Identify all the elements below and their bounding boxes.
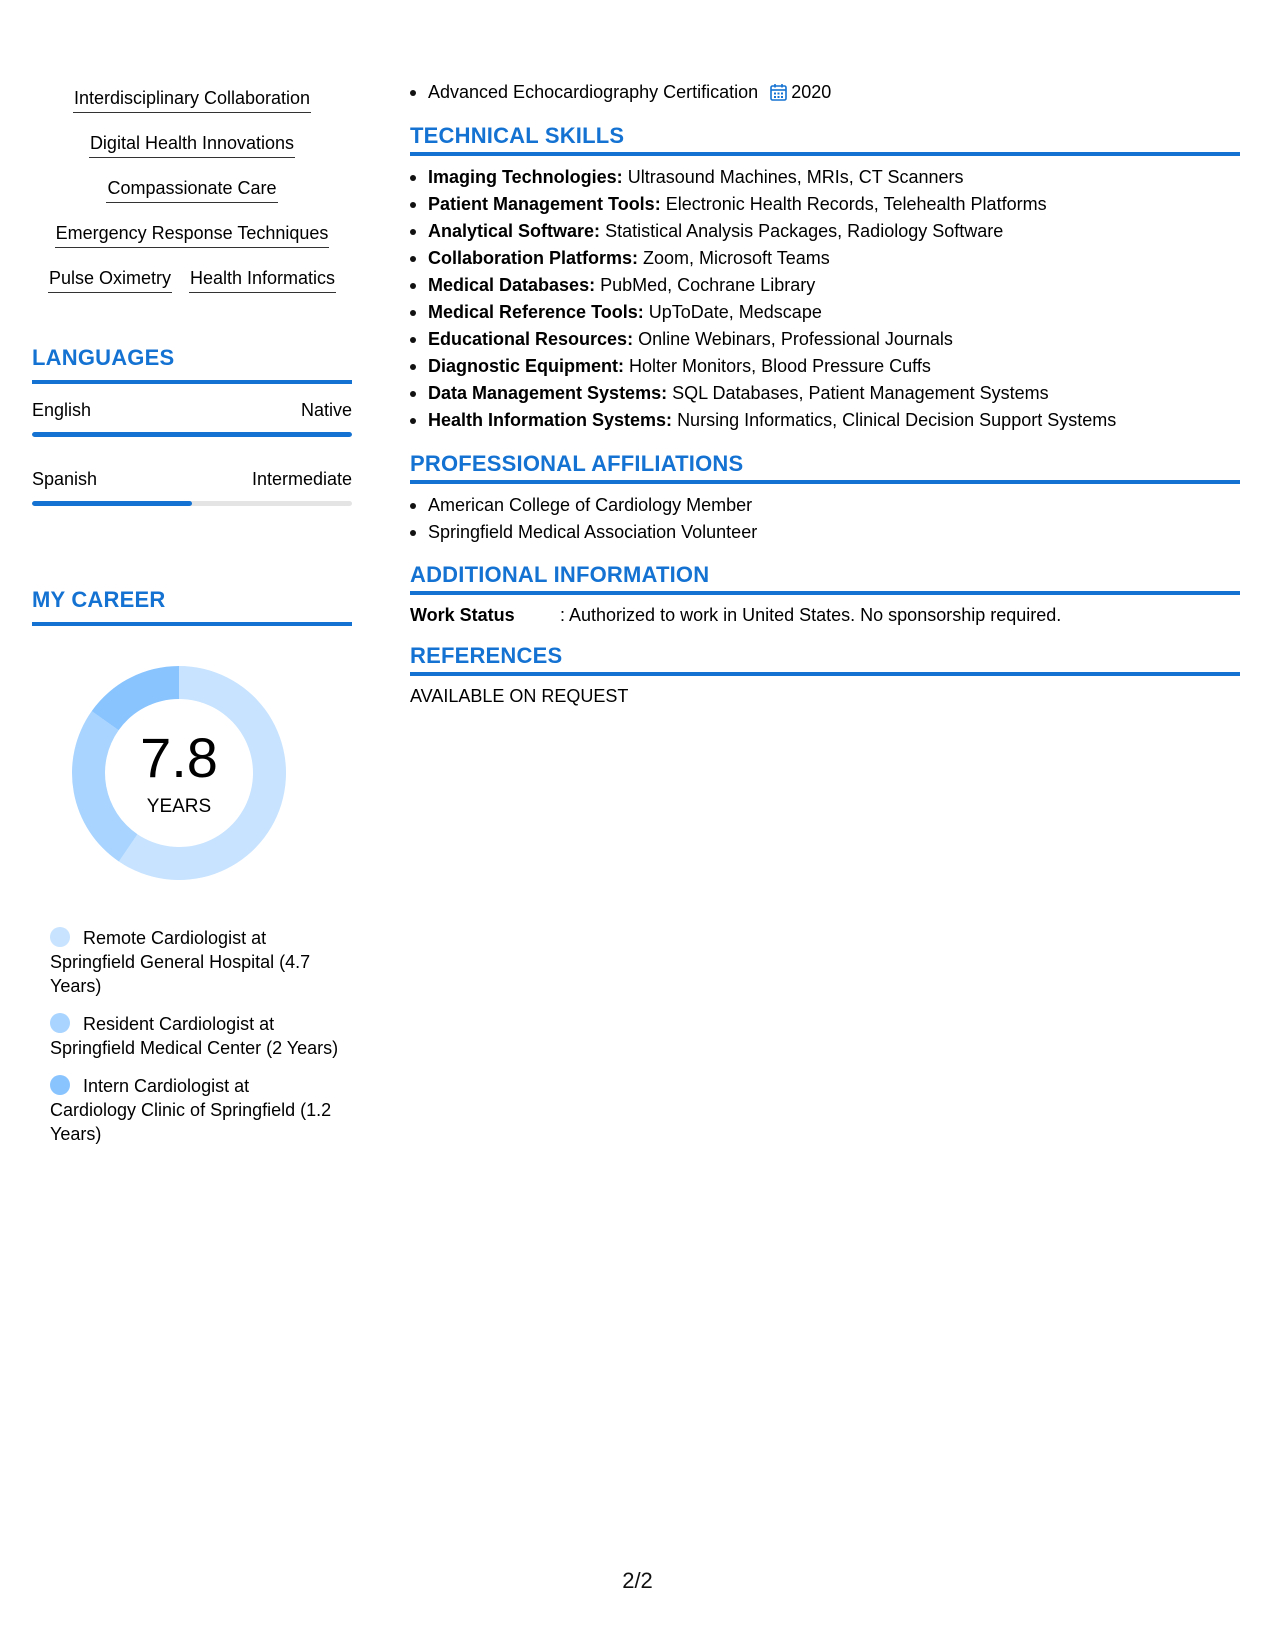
technical-skill-item (428, 164, 1240, 191)
technical-skill-item (428, 299, 1240, 326)
technical-skill-label: Educational Resources: (428, 329, 634, 349)
career-legend-label: Resident Cardiologist at Springfield Medical Center (2 Years) (50, 1014, 339, 1058)
language-name: English (32, 400, 92, 420)
language-proficiency-bar (32, 432, 352, 437)
references-text: AVAILABLE ON REQUEST (410, 686, 629, 706)
references-title: REFERENCES (410, 643, 563, 668)
donut-center (66, 660, 292, 886)
technical-skill-label: Diagnostic Equipment: (428, 356, 625, 376)
skill-tag: Pulse Oximetry (48, 266, 172, 293)
career-donut-chart (66, 660, 292, 886)
career-legend-item (50, 1012, 340, 1060)
skill-tag-row (32, 176, 352, 221)
technical-skill-item (428, 407, 1240, 434)
technical-skills-list (410, 164, 1240, 434)
legend-dot (50, 1013, 70, 1033)
additional-info-section (410, 561, 1240, 627)
skill-tag-row (32, 266, 352, 311)
certification-item (428, 79, 831, 109)
technical-skill-label: Collaboration Platforms: (428, 248, 639, 268)
technical-skill-value: Statistical Analysis Packages, Radiology Software (605, 221, 1004, 241)
language-level: Native (300, 400, 352, 420)
technical-skill-label: Medical Reference Tools: (428, 302, 644, 322)
technical-skill-value: SQL Databases, Patient Management Systems (672, 383, 1049, 403)
skill-tag-row (32, 131, 352, 176)
legend-dot (50, 1075, 70, 1095)
technical-skill-item (428, 380, 1240, 407)
affiliation-item: Springfield Medical Association Volunteer (428, 519, 1240, 546)
technical-skill-item (428, 191, 1240, 218)
technical-skill-label: Analytical Software: (428, 221, 601, 241)
affiliation-item: American College of Cardiology Member (428, 492, 1240, 519)
skill-tag: Health Informatics (189, 266, 336, 293)
technical-skill-value: Holter Monitors, Blood Pressure Cuffs (629, 356, 931, 376)
career-legend-label: Intern Cardiologist at Cardiology Clinic of Springfield (1.2 Years) (50, 1076, 332, 1144)
technical-skills-title: TECHNICAL SKILLS (410, 123, 625, 148)
technical-skill-item (428, 272, 1240, 299)
technical-skill-label: Imaging Technologies: (428, 167, 623, 187)
technical-skill-value: PubMed, Cochrane Library (600, 275, 816, 295)
technical-skill-label: Medical Databases: (428, 275, 596, 295)
technical-skill-value: Nursing Informatics, Clinical Decision Support Systems (677, 410, 1117, 430)
technical-skill-label: Patient Management Tools: (428, 194, 661, 214)
section-rule (32, 622, 352, 626)
language-level: Intermediate (251, 469, 352, 489)
work-status-value: : Authorized to work in United States. No sponsorship required. (560, 605, 1062, 625)
section-rule (410, 152, 1240, 156)
technical-skill-value: Electronic Health Records, Telehealth Platforms (665, 194, 1047, 214)
skill-tag: Compassionate Care (106, 176, 277, 203)
languages-title: LANGUAGES (32, 345, 175, 370)
language-proficiency-bar (32, 501, 352, 506)
technical-skill-item (428, 218, 1240, 245)
technical-skill-item (428, 326, 1240, 353)
affiliations-title: PROFESSIONAL AFFILIATIONS (410, 451, 744, 476)
technical-skill-value: Zoom, Microsoft Teams (643, 248, 830, 268)
skill-tag-row (32, 86, 352, 131)
certification-list (410, 79, 831, 109)
legend-dot (50, 927, 70, 947)
language-item (32, 467, 352, 506)
skill-tags (32, 86, 352, 311)
language-list (32, 398, 352, 506)
skill-tag: Digital Health Innovations (89, 131, 295, 158)
certification-name: Advanced Echocardiography Certification (428, 82, 759, 102)
career-total-unit: YEARS (146, 796, 212, 817)
technical-skill-label: Health Information Systems: (428, 410, 673, 430)
language-item (32, 398, 352, 437)
work-status-label: Work Status (410, 605, 515, 625)
skill-tag: Emergency Response Techniques (55, 221, 330, 248)
calendar-icon (770, 82, 787, 109)
technical-skills-section (410, 122, 1240, 434)
additional-info-title: ADDITIONAL INFORMATION (410, 562, 710, 587)
work-status-row (410, 603, 1240, 627)
language-proficiency-fill (32, 432, 352, 437)
language-name: Spanish (32, 469, 98, 489)
technical-skill-item (428, 353, 1240, 380)
technical-skill-value: Ultrasound Machines, MRIs, CT Scanners (627, 167, 964, 187)
languages-section (32, 344, 352, 506)
certification-year: 2020 (791, 82, 832, 102)
page-number: 2/2 (622, 1568, 653, 1593)
section-rule (410, 591, 1240, 595)
references-section (410, 642, 1240, 708)
career-legend-label: Remote Cardiologist at Springfield General Hospital (4.7 Years) (50, 928, 311, 996)
affiliations-list (410, 492, 1240, 546)
language-row (32, 467, 352, 491)
language-proficiency-fill (32, 501, 192, 506)
technical-skill-value: Online Webinars, Professional Journals (638, 329, 953, 349)
skill-tag: Interdisciplinary Collaboration (73, 86, 311, 113)
career-total-value: 7.8 (140, 726, 218, 789)
technical-skill-item (428, 245, 1240, 272)
section-rule (32, 380, 352, 384)
career-title: MY CAREER (32, 587, 166, 612)
career-legend-item (50, 1074, 340, 1146)
career-legend-item (50, 926, 340, 998)
affiliations-section (410, 450, 1240, 546)
technical-skill-value: UpToDate, Medscape (648, 302, 822, 322)
technical-skill-label: Data Management Systems: (428, 383, 668, 403)
section-rule (410, 480, 1240, 484)
language-row (32, 398, 352, 422)
section-rule (410, 672, 1240, 676)
career-legend (50, 926, 340, 1160)
skill-tag-row (32, 221, 352, 266)
career-section (32, 586, 352, 1144)
